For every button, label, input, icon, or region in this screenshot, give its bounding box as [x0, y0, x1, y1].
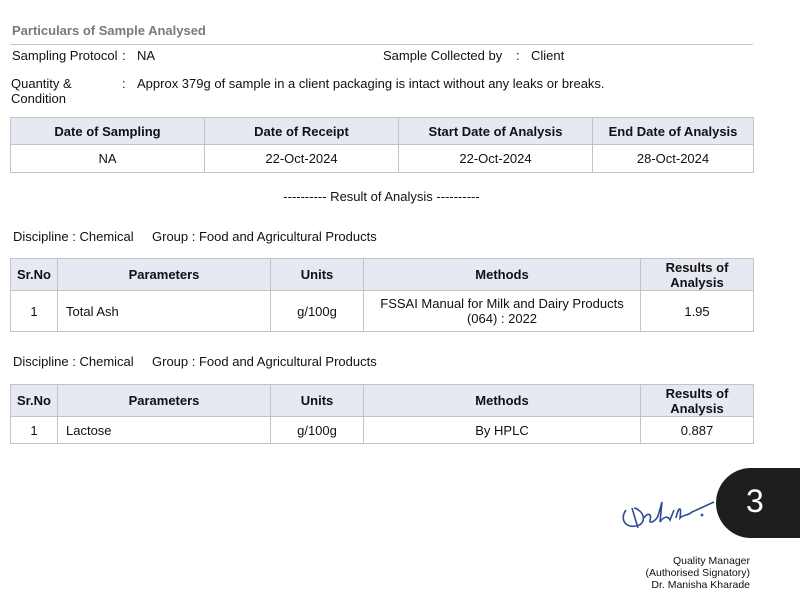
method-cell — [364, 291, 641, 332]
parameter-cell: Lactose — [58, 417, 271, 444]
quantity-condition-value: Approx 379g of sample in a client packaging is intact without any leaks or breaks. — [137, 76, 605, 91]
sampling-protocol-value: NA — [137, 48, 156, 63]
results-table — [10, 258, 754, 332]
table-row — [11, 417, 754, 444]
sampling-protocol-separator: : — [122, 48, 126, 63]
units-header: Units — [271, 259, 364, 291]
start-date-header: Start Date of Analysis — [399, 118, 593, 145]
results-table — [10, 384, 754, 444]
method-line1: FSSAI Manual for Milk and Dairy Products — [380, 296, 624, 311]
end-date-header: End Date of Analysis — [593, 118, 754, 145]
signature — [618, 488, 728, 538]
start-date-value: 22-Oct-2024 — [399, 145, 593, 173]
page-number-badge[interactable] — [716, 468, 800, 538]
signatory-block — [646, 555, 750, 591]
sample-collected-label: Sample Collected by — [383, 48, 503, 63]
units-header: Units — [271, 385, 364, 417]
date-of-sampling-header: Date of Sampling — [11, 118, 205, 145]
signatory-role: Quality Manager — [672, 555, 750, 567]
parameters-header: Parameters — [58, 385, 271, 417]
table-row — [11, 291, 754, 332]
date-of-receipt-value: 22-Oct-2024 — [205, 145, 399, 173]
results-header-line2: Analysis — [670, 274, 724, 290]
sample-collected-separator: : — [516, 48, 520, 63]
parameter-cell: Total Ash — [58, 291, 271, 332]
unit-cell: g/100g — [271, 291, 364, 332]
dates-value-row — [11, 145, 754, 173]
srno-header: Sr.No — [11, 385, 58, 417]
date-of-sampling-value: NA — [11, 145, 205, 173]
results-header-row — [11, 259, 754, 291]
result-cell: 0.887 — [641, 417, 754, 444]
quantity-condition-label — [11, 76, 72, 106]
method-line2: (064) : 2022 — [466, 311, 538, 326]
results-header — [641, 259, 754, 291]
quantity-separator: : — [122, 76, 126, 91]
srno-cell: 1 — [11, 417, 58, 444]
discipline-label: Discipline : Chemical — [13, 229, 134, 244]
group-label: Group : Food and Agricultural Products — [152, 229, 377, 244]
sample-collected-value: Client — [531, 48, 565, 63]
methods-header: Methods — [364, 385, 641, 417]
end-date-value: 28-Oct-2024 — [593, 145, 754, 173]
group-label: Group : Food and Agricultural Products — [152, 354, 377, 369]
unit-cell: g/100g — [271, 417, 364, 444]
page-number: 3 — [746, 483, 764, 519]
results-header-line1: Results of — [665, 385, 729, 401]
discipline-label: Discipline : Chemical — [13, 354, 134, 369]
results-header-row — [11, 385, 754, 417]
result-cell: 1.95 — [641, 291, 754, 332]
section-divider — [10, 44, 753, 45]
sampling-protocol-label: Sampling Protocol — [12, 48, 118, 63]
result-of-analysis-heading: ---------- Result of Analysis ---------- — [283, 189, 480, 204]
srno-header: Sr.No — [11, 259, 58, 291]
methods-header: Methods — [364, 259, 641, 291]
date-of-receipt-header: Date of Receipt — [205, 118, 399, 145]
dates-header-row — [11, 118, 754, 145]
srno-cell: 1 — [11, 291, 58, 332]
results-header-line2: Analysis — [670, 400, 724, 416]
quantity-label-line1: Quantity & — [11, 76, 72, 91]
signatory-authority: (Authorised Signatory) — [645, 567, 750, 579]
section-title: Particulars of Sample Analysed — [12, 23, 206, 38]
results-header — [641, 385, 754, 417]
quantity-label-line2: Condition — [11, 91, 66, 106]
signatory-name: Dr. Manisha Kharade — [651, 579, 750, 591]
method-cell: By HPLC — [364, 417, 641, 444]
results-header-line1: Results of — [665, 259, 729, 275]
dates-table — [10, 117, 754, 173]
parameters-header: Parameters — [58, 259, 271, 291]
